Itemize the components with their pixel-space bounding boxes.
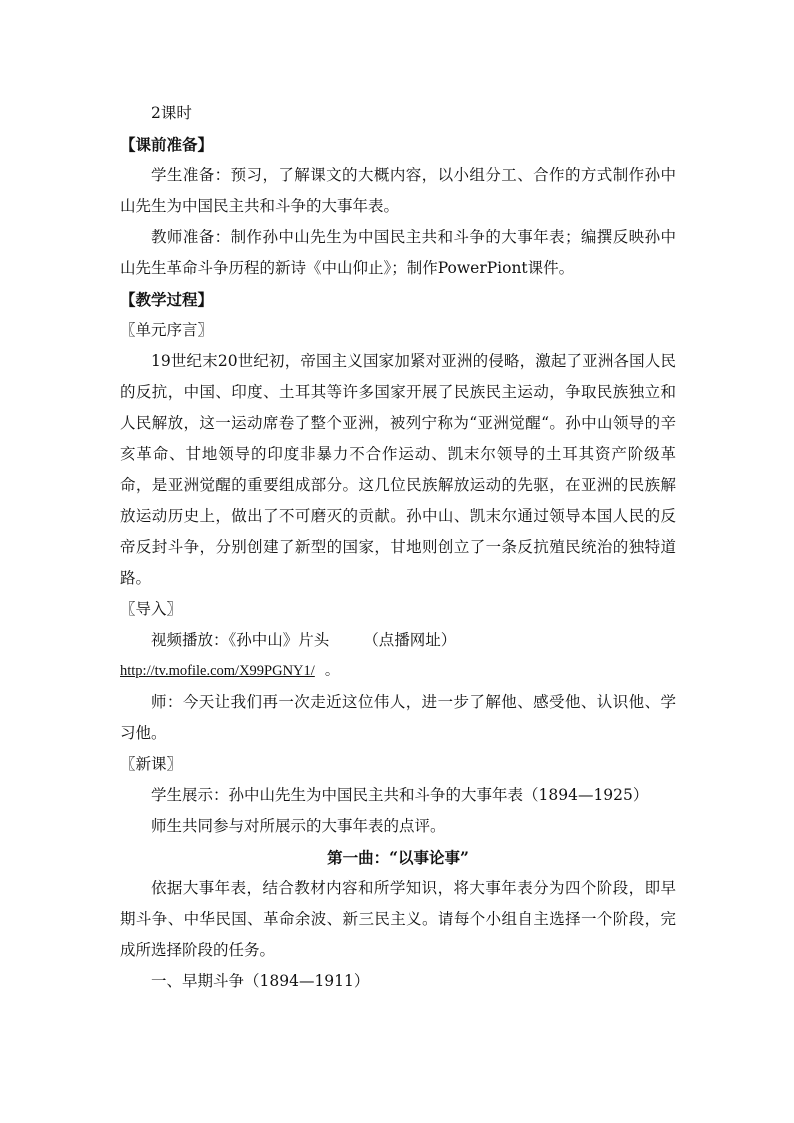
section-text: 依据大事年表，结合教材内容和所学知识，将大事年表分为四个阶段，即早期斗争、中华民国、革命余波、新三民主义。请每个小组自主选择一个阶段，完成所选择阶段的任务。 (120, 879, 676, 959)
url-end: 。 (324, 663, 340, 679)
review-line: 师生共同参与对所展示的大事年表的点评。 (151, 817, 446, 835)
section-title: 第一曲：“以事论事” (327, 848, 469, 867)
url-line (120, 656, 676, 687)
teacher-prep: 教师准备：制作孙中山先生为中国民主共和斗争的大事年表；编撰反映孙中山先生革命斗争历程的新诗《中山仰止》；制作PowerPiont课件。 (120, 228, 676, 277)
new-lesson-heading: 〖新课〗 (120, 755, 183, 773)
student-show: 学生展示：孙中山先生为中国民主共和斗争的大事年表（1894—1925） (151, 786, 649, 804)
preface-text: 19世纪末20世纪初，帝国主义国家加紧对亚洲的侵略，激起了亚洲各国人民的反抗，中国、印度、土耳其等许多国家开展了民族民主运动，争取民族独立和人民解放，这一运动席卷了整个亚洲，被列宁称为“亚洲觉醒“。孙中山领导的辛亥革命、甘地领导的印度非暴力不合作运动、凯末尔领导的土耳其资产阶级革命，是亚洲觉醒的重要组成部分。这几位民族解放运动的先驱，在亚洲的民族解放运动历史上，做出了不可磨灭的贡献。孙中山、凯末尔通过领导本国人民的反帝反封斗争，分别创建了新型的国家，甘地则创立了一条反抗殖民统治的独特道路。 (120, 352, 676, 587)
preface-heading: 〖单元序言〗 (120, 321, 214, 339)
video-url-link[interactable]: http://tv.mofile.com/X99PGNY1/ (120, 663, 315, 679)
document-body (120, 98, 676, 997)
video-label: 视频播放：《孙中山》片头 (151, 631, 330, 649)
teacher-line: 师：今天让我们再一次走近这位伟人，进一步了解他、感受他、认识他、学习他。 (120, 693, 676, 742)
video-note: （点播网址） (363, 631, 457, 649)
intro-heading: 〖导入〗 (120, 600, 183, 618)
lesson-hours: 2课时 (151, 104, 192, 122)
student-prep: 学生准备：预习，了解课文的大概内容，以小组分工、合作的方式制作孙中山先生为中国民主共和斗争的大事年表。 (120, 166, 676, 215)
process-heading: 【教学过程】 (120, 290, 214, 309)
prep-heading: 【课前准备】 (120, 135, 214, 154)
stage-one: 一、早期斗争（1894—1911） (151, 972, 370, 990)
video-line (120, 625, 676, 656)
